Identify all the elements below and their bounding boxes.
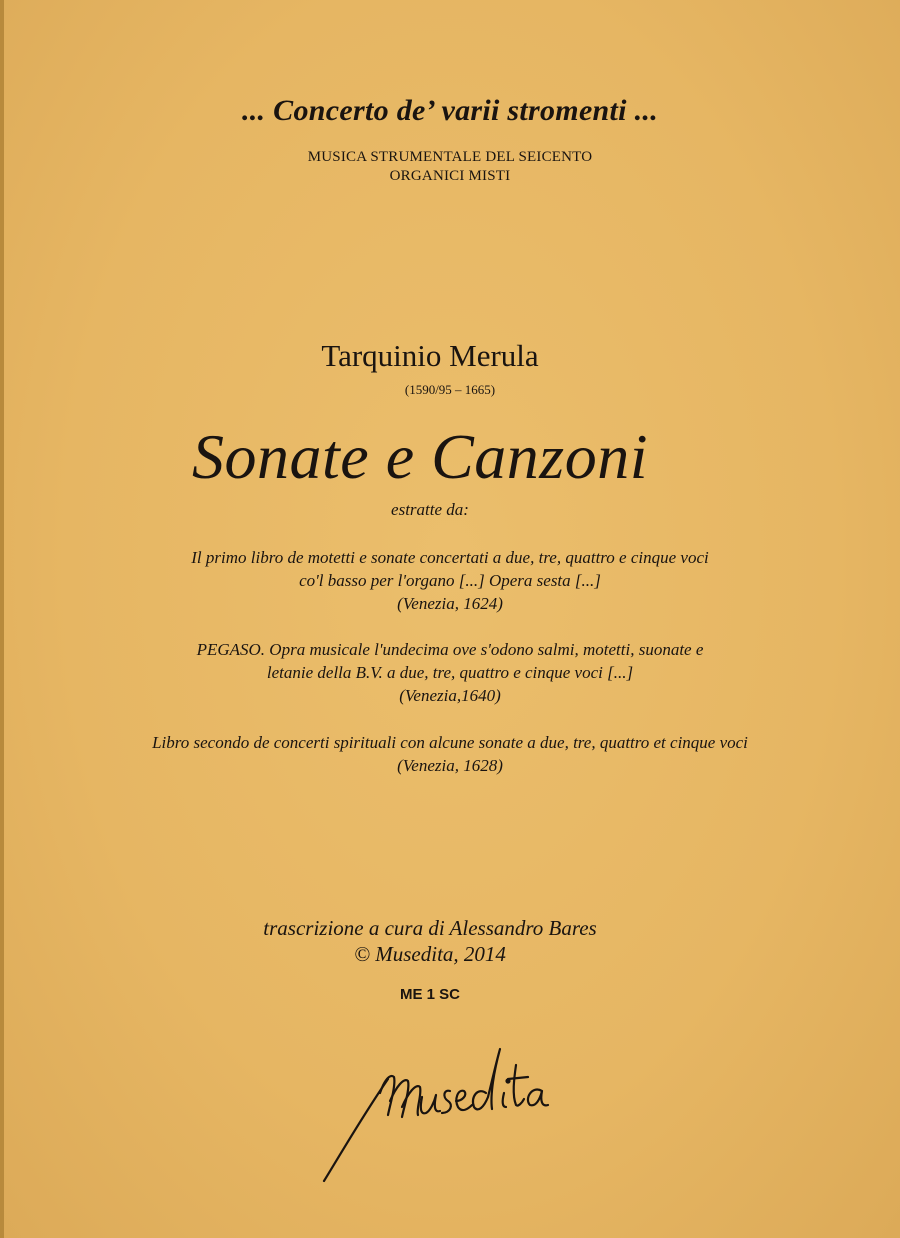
source-1-line-2: co'l basso per l'organo [...] Opera sesta [...] [299, 571, 601, 590]
source-2-line-3: (Venezia,1640) [399, 686, 501, 705]
source-1 [0, 546, 900, 615]
extracted-from-label: estratte da: [391, 500, 469, 519]
page-edge [0, 0, 4, 1238]
musedita-signature-logo [310, 1035, 570, 1195]
source-2 [0, 638, 900, 707]
copyright-line: © Musedita, 2014 [354, 942, 506, 966]
source-3 [0, 731, 900, 777]
source-3-line-2: (Venezia, 1628) [397, 756, 503, 775]
work-title: Sonate e Canzoni [192, 421, 648, 492]
credits [0, 915, 880, 967]
series-subtitle-line2: ORGANICI MISTI [389, 168, 511, 184]
catalog-number: ME 1 SC [399, 986, 460, 1003]
composer-dates: (1590/95 – 1665) [404, 382, 496, 397]
source-3-line-1: Libro secondo de concerti spirituali con alcune sonate a due, tre, quattro et cinque voci [152, 733, 748, 752]
transcription-credit: trascrizione a cura di Alessandro Bares [263, 916, 597, 940]
source-2-line-2: letanie della B.V. a due, tre, quattro e cinque voci [...] [266, 663, 634, 682]
composer-name: Tarquinio Merula [321, 338, 539, 373]
source-1-line-1: Il primo libro de motetti e sonate concertati a due, tre, quattro e cinque voci [191, 548, 709, 567]
source-1-line-3: (Venezia, 1624) [397, 594, 503, 613]
series-subtitle-line1: MUSICA STRUMENTALE DEL SEICENTO [307, 149, 593, 165]
series-title: ... Concerto de’ varii stromenti ... [241, 94, 659, 127]
source-2-line-1: PEGASO. Opra musicale l'undecima ove s'odono salmi, motetti, suonate e [196, 640, 704, 659]
